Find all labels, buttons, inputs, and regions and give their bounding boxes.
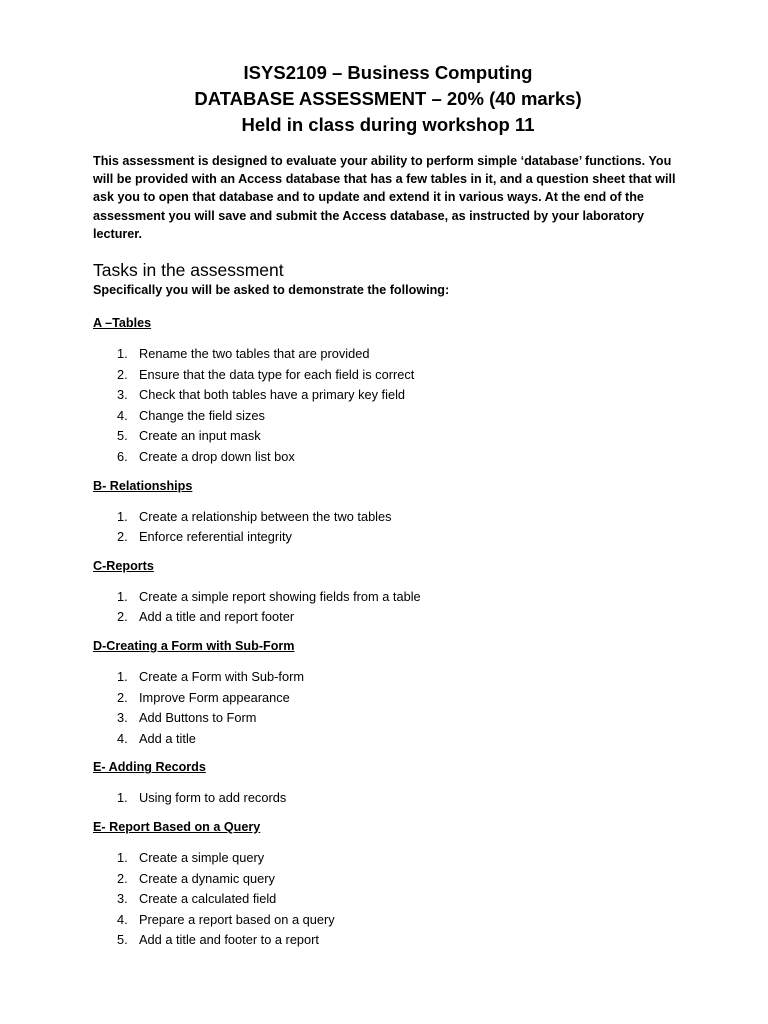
intro-paragraph: This assessment is designed to evaluate your ability to perform simple ‘database’ functions. You will be provided with an Access database that has a few tables in it, and a question sheet that will ask you to open that database and to update and extend it in various ways. At the end of the assessment you will save and submit the Access database, as instructed by your laboratory lecturer. <box>93 154 676 241</box>
list-item <box>93 869 683 890</box>
list-item-number: 1. <box>117 588 128 604</box>
list-item-text: Using form to add records <box>139 790 287 806</box>
document-title-block <box>93 60 683 138</box>
list-item-text: Create a simple report showing fields from a table <box>139 588 421 604</box>
document-page <box>93 60 683 960</box>
list-item-number: 2. <box>117 366 128 382</box>
list-item-number: 2. <box>117 689 128 705</box>
list-item <box>93 607 683 628</box>
tasks-heading: Tasks in the assessment <box>93 260 284 281</box>
list-item <box>93 667 683 688</box>
task-list <box>93 848 683 951</box>
list-item <box>93 507 683 528</box>
list-item-number: 5. <box>117 428 128 444</box>
list-item-text: Check that both tables have a primary key field <box>139 387 406 403</box>
section-heading: B- Relationships <box>93 478 193 493</box>
task-list <box>93 507 683 548</box>
list-item-text: Create a simple query <box>139 849 265 865</box>
task-section <box>93 477 683 548</box>
list-item-text: Change the field sizes <box>139 407 265 423</box>
list-item <box>93 729 683 750</box>
list-item-number: 1. <box>117 668 128 684</box>
list-item <box>93 688 683 709</box>
list-item <box>93 930 683 951</box>
list-item <box>93 385 683 406</box>
list-item-text: Add a title <box>139 730 196 746</box>
task-list <box>93 667 683 749</box>
section-heading: A –Tables <box>93 316 152 331</box>
list-item-text: Add Buttons to Form <box>139 710 257 726</box>
course-title: ISYS2109 – Business Computing <box>243 62 533 83</box>
list-item-number: 2. <box>117 609 128 625</box>
task-section <box>93 637 683 749</box>
list-item-number: 5. <box>117 932 128 948</box>
list-item-text: Add a title and report footer <box>139 609 295 625</box>
list-item <box>93 587 683 608</box>
task-sections <box>93 314 683 951</box>
list-item <box>93 788 683 809</box>
list-item-text: Rename the two tables that are provided <box>139 346 370 362</box>
list-item-number: 4. <box>117 407 128 423</box>
list-item <box>93 365 683 386</box>
section-heading: C-Reports <box>93 558 154 573</box>
list-item <box>93 406 683 427</box>
list-item <box>93 889 683 910</box>
list-item-number: 1. <box>117 790 128 806</box>
list-item-number: 1. <box>117 849 128 865</box>
list-item-text: Ensure that the data type for each field is correct <box>139 366 415 382</box>
assessment-title: DATABASE ASSESSMENT – 20% (40 marks) <box>194 88 582 109</box>
task-list <box>93 788 683 809</box>
list-item-text: Create a dynamic query <box>139 870 275 886</box>
list-item-text: Improve Form appearance <box>139 689 290 705</box>
task-section <box>93 557 683 628</box>
list-item-number: 1. <box>117 508 128 524</box>
list-item-number: 1. <box>117 346 128 362</box>
list-item-number: 3. <box>117 387 128 403</box>
list-item <box>93 910 683 931</box>
list-item <box>93 447 683 468</box>
section-heading: E- Adding Records <box>93 760 206 775</box>
list-item-text: Prepare a report based on a query <box>139 911 335 927</box>
list-item-text: Create a drop down list box <box>139 448 295 464</box>
list-item-text: Create a calculated field <box>139 891 277 907</box>
list-item-number: 2. <box>117 870 128 886</box>
tasks-subheading: Specifically you will be asked to demonstrate the following: <box>93 283 450 298</box>
list-item <box>93 527 683 548</box>
list-item-number: 4. <box>117 730 128 746</box>
task-list <box>93 587 683 628</box>
list-item-number: 6. <box>117 448 128 464</box>
task-list <box>93 344 683 468</box>
list-item <box>93 848 683 869</box>
assessment-subtitle: Held in class during workshop 11 <box>241 114 535 135</box>
task-section <box>93 314 683 468</box>
list-item-text: Add a title and footer to a report <box>139 932 319 948</box>
list-item <box>93 344 683 365</box>
list-item <box>93 708 683 729</box>
list-item-text: Enforce referential integrity <box>139 529 292 545</box>
list-item-text: Create an input mask <box>139 428 261 444</box>
task-section <box>93 818 683 951</box>
list-item-number: 3. <box>117 710 128 726</box>
list-item-number: 2. <box>117 529 128 545</box>
list-item-text: Create a relationship between the two tables <box>139 508 392 524</box>
section-heading: E- Report Based on a Query <box>93 819 261 834</box>
list-item-number: 4. <box>117 911 128 927</box>
list-item-number: 3. <box>117 891 128 907</box>
list-item <box>93 426 683 447</box>
task-section <box>93 758 683 809</box>
section-heading: D-Creating a Form with Sub-Form <box>93 638 295 653</box>
list-item-text: Create a Form with Sub-form <box>139 668 304 684</box>
